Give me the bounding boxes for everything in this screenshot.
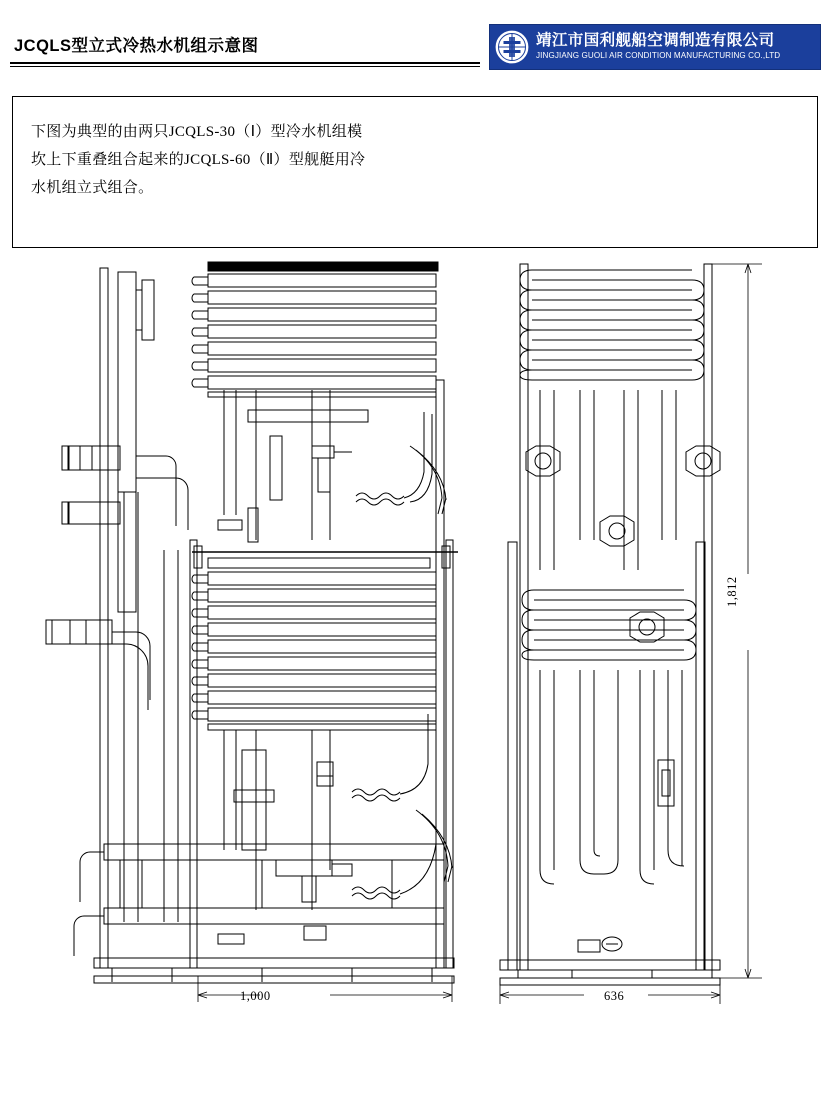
upper-body-block	[248, 410, 368, 500]
page-title: JCQLS型立式冷热水机组示意图	[14, 37, 259, 55]
lower-flex-hose	[352, 714, 436, 899]
company-logo-banner	[489, 24, 821, 70]
side-upper-coil	[520, 270, 704, 380]
front-view-dimension	[198, 976, 452, 1002]
title-rule	[10, 62, 480, 64]
assembly-drawing	[12, 250, 818, 1050]
company-emblem-icon	[493, 28, 531, 66]
side-valve-bodies	[526, 446, 720, 642]
side-lower-coil	[522, 590, 696, 660]
description-line-1: 下图为典型的由两只JCQLS-30（Ⅰ）型冷水机组模	[31, 124, 363, 140]
title-rule-secondary	[10, 66, 480, 67]
lower-coil-bundle	[208, 572, 436, 721]
description-box	[12, 96, 818, 248]
side-view-group	[500, 264, 762, 1004]
upper-coil-bundle	[208, 274, 436, 389]
company-name-block	[536, 33, 780, 61]
company-name-cn: 靖江市国利舰船空调制造有限公司	[536, 32, 775, 50]
company-name-en: JINGJIANG GUOLI AIR CONDITION MANUFACTURING CO.,LTD	[536, 51, 781, 61]
dimension-label-side-width: 636	[604, 989, 625, 1003]
description-line-3: 水机组立式组合。	[31, 179, 154, 196]
dimension-label-front-width: 1,000	[240, 989, 271, 1003]
front-view-group	[46, 262, 458, 1002]
lower-left-manifold	[46, 620, 150, 710]
upper-flex-hose	[356, 412, 432, 505]
description-text	[31, 119, 451, 202]
description-line-2: 坎上下重叠组合起来的JCQLS-60（Ⅱ）型舰艇用冷	[31, 151, 366, 168]
page-header	[0, 0, 830, 78]
lower-body-block	[234, 750, 352, 902]
drawing-canvas	[12, 250, 818, 1050]
overall-height-dimension	[712, 264, 762, 978]
dimension-label-overall-height: 1,812	[725, 576, 739, 607]
upper-left-manifold	[62, 272, 188, 612]
